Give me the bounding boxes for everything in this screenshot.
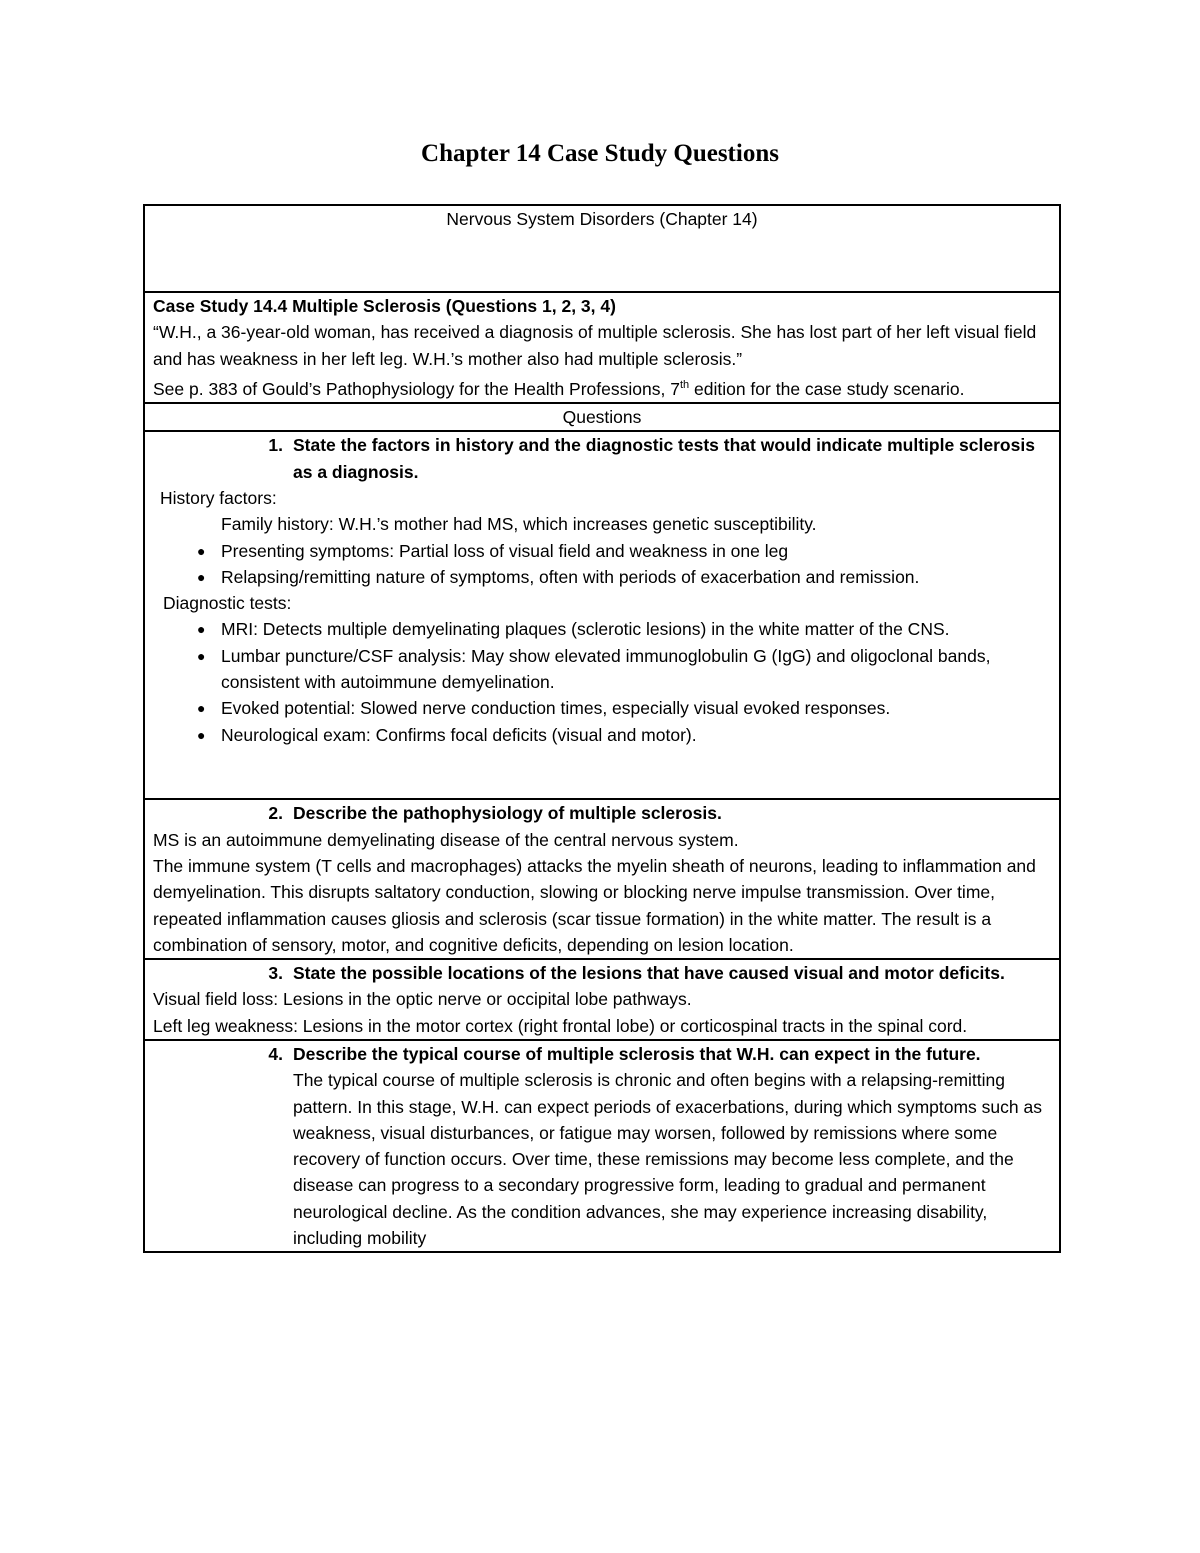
diagnostic-list bbox=[153, 616, 1051, 747]
case-reference bbox=[153, 372, 1051, 402]
question-4-cell bbox=[144, 1040, 1060, 1252]
table-header: Nervous System Disorders (Chapter 14) bbox=[144, 205, 1060, 292]
question-2-cell bbox=[144, 799, 1060, 959]
bullet-icon: ● bbox=[197, 726, 206, 743]
reference-text-end: edition for the case study scenario. bbox=[689, 378, 965, 399]
bullet-icon: ● bbox=[197, 647, 206, 664]
answer-text: The immune system (T cells and macrophages) attacks the myelin sheath of neurons, leading to inflammation and demyelination. This disrupts saltatory conduction, slowing or blocking nerve impulse transmission. Over time, repeated inflammation causes gliosis and sclerosis (scar tissue formation) in the white matter. The result is a combination of sensory, motor, and cognitive deficits, depending on lesion location. bbox=[153, 855, 1036, 955]
table-row bbox=[144, 292, 1060, 403]
bullet-icon: ● bbox=[197, 621, 206, 638]
table-row bbox=[144, 1040, 1060, 1252]
question-1-cell bbox=[144, 431, 1060, 799]
table-row bbox=[144, 799, 1060, 959]
question-text: Describe the pathophysiology of multiple sclerosis. bbox=[293, 803, 722, 824]
question-number: 1. bbox=[268, 435, 283, 456]
answer-text: MS is an autoimmune demyelinating disease of the central nervous system. bbox=[153, 829, 739, 850]
question-number: 3. bbox=[268, 963, 283, 984]
bullet-icon: ● bbox=[197, 568, 206, 585]
question-number: 2. bbox=[268, 803, 283, 824]
question-3 bbox=[153, 960, 1051, 986]
answer-text: Left leg weakness: Lesions in the motor cortex (right frontal lobe) or corticospinal tracts in the spinal cord. bbox=[153, 1015, 968, 1036]
answer-text: The typical course of multiple sclerosis is chronic and often begins with a relapsing-remitting pattern. In this stage, W.H. can expect periods of exacerbations, during which symptoms such as weakness, visual disturbances, or fatigue may worsen, followed by remissions where some recovery of function occurs. Over time, these remissions may become less complete, and the disease can progress to a secondary progressive form, leading to gradual and permanent neurological decline. As the condition advances, she may experience increasing disability, including mobility bbox=[293, 1070, 1042, 1249]
table-row bbox=[144, 431, 1060, 799]
list-item bbox=[153, 538, 1051, 564]
list-item bbox=[153, 616, 1051, 642]
question-text: State the factors in history and the diagnostic tests that would indicate multiple sclerosis as a diagnosis. bbox=[293, 435, 1035, 482]
question-2 bbox=[153, 800, 1051, 826]
question-1 bbox=[153, 432, 1051, 485]
list-item-text: Relapsing/remitting nature of symptoms, often with periods of exacerbation and remission. bbox=[221, 566, 920, 587]
list-item-text: Presenting symptoms: Partial loss of visual field and weakness in one leg bbox=[221, 540, 789, 561]
list-item-text: Neurological exam: Confirms focal deficits (visual and motor). bbox=[221, 724, 697, 745]
list-item-text: MRI: Detects multiple demyelinating plaques (sclerotic lesions) in the white matter of the CNS. bbox=[221, 619, 950, 640]
table-row bbox=[144, 403, 1060, 431]
bullet-icon: ● bbox=[197, 542, 206, 559]
question-text: State the possible locations of the lesions that have caused visual and motor deficits. bbox=[293, 963, 1005, 984]
case-description bbox=[144, 292, 1060, 403]
table-row bbox=[144, 205, 1060, 292]
reference-text: See p. 383 of Gould’s Pathophysiology for the Health Professions, 7 bbox=[153, 378, 680, 399]
list-item-text: Lumbar puncture/CSF analysis: May show elevated immunoglobulin G (IgG) and oligoclonal bands, consistent with autoimmune demyelination. bbox=[221, 645, 991, 692]
question-4 bbox=[153, 1041, 1051, 1067]
reference-superscript: th bbox=[679, 378, 690, 391]
diagnostic-label: Diagnostic tests: bbox=[163, 593, 292, 614]
list-item bbox=[153, 643, 1051, 696]
list-item bbox=[153, 722, 1051, 748]
case-quote: “W.H., a 36-year-old woman, has received a diagnosis of multiple sclerosis. She has lost part of her left visual field and has weakness in her left leg. W.H.’s mother also had multiple sclerosis.” bbox=[153, 322, 1037, 369]
table-row bbox=[144, 959, 1060, 1040]
list-item-text: Evoked potential: Slowed nerve conduction times, especially visual evoked responses. bbox=[221, 698, 891, 719]
answer-text: Visual field loss: Lesions in the optic nerve or occipital lobe pathways. bbox=[153, 989, 692, 1010]
question-number: 4. bbox=[268, 1043, 283, 1064]
list-item bbox=[153, 564, 1051, 590]
case-study-table bbox=[143, 204, 1061, 1253]
family-history: Family history: W.H.’s mother had MS, which increases genetic susceptibility. bbox=[221, 514, 817, 535]
history-label: History factors: bbox=[160, 487, 277, 508]
bullet-icon: ● bbox=[197, 700, 206, 717]
list-item bbox=[153, 695, 1051, 721]
question-text: Describe the typical course of multiple sclerosis that W.H. can expect in the future. bbox=[293, 1043, 981, 1064]
questions-heading: Questions bbox=[144, 403, 1060, 431]
question-3-cell bbox=[144, 959, 1060, 1040]
case-title: Case Study 14.4 Multiple Sclerosis (Questions 1, 2, 3, 4) bbox=[153, 296, 616, 316]
history-list bbox=[153, 538, 1051, 591]
page-title: Chapter 14 Case Study Questions bbox=[421, 140, 779, 167]
